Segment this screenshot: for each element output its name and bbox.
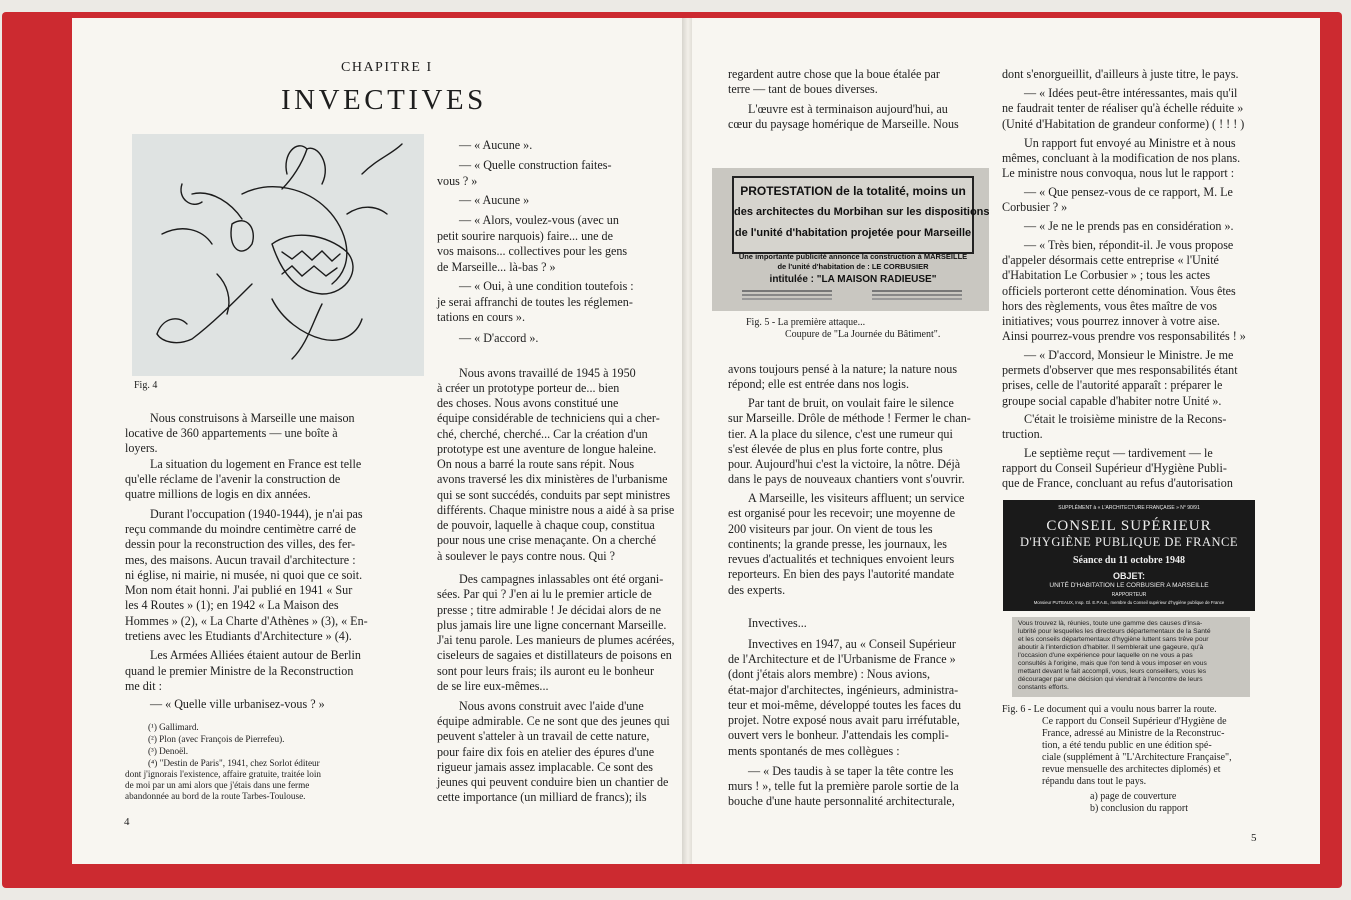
excerpt-line: et les conseils départementaux d'hygiène luttent sans trêve pour bbox=[1018, 636, 1209, 643]
text-line: Nous avons construit avec l'aide d'une bbox=[459, 699, 644, 713]
text-line: — « Des taudis à se taper la tête contre les bbox=[748, 764, 954, 778]
chapter-title: INVECTIVES bbox=[281, 84, 487, 116]
text-line: murs ! », telle fut la première parole sortie de la bbox=[728, 779, 959, 793]
text-line: — « Quelle ville urbanisez-vous ? » bbox=[150, 697, 325, 711]
text-line: de l'Architecture et de l'Urbanisme de France » bbox=[728, 652, 956, 666]
clipping-headline: PROTESTATION de la totalité, moins un bbox=[740, 184, 966, 198]
excerpt-line: l'occasion d'une expérience pour laquelle on ne vous a pas bbox=[1018, 652, 1193, 659]
excerpt-line: lubrité pour lesquelles les directeurs départementaux de la Santé bbox=[1018, 628, 1211, 635]
text-line: A Marseille, les visiteurs affluent; un service bbox=[748, 491, 965, 505]
text-line: peuvent s'atteler à un travail de cette nature, bbox=[437, 729, 650, 743]
fig4-drawing bbox=[132, 134, 424, 376]
text-line: rigueur jamais assez implacable. Ce sont des bbox=[437, 760, 653, 774]
text-line: qu'elle réclame de l'avenir la construction de bbox=[125, 472, 341, 486]
text-line: des experts. bbox=[728, 583, 786, 597]
text-line: (dont j'étais alors membre) : Nous avions, bbox=[728, 667, 931, 681]
text-line: pour faire dix fois en atelier des épures d'une bbox=[437, 745, 655, 759]
text-line: initiatives; vous pourrez innover à votre aise. bbox=[1002, 314, 1220, 328]
text-line: Hommes » (2), « La Charte d'Athènes » (3), « En- bbox=[125, 614, 368, 628]
text-line: équipe considérable de techniciens qui a cher- bbox=[437, 411, 660, 425]
text-line: tier. A la place du silence, c'est une rumeur qui bbox=[728, 427, 953, 441]
text-line: dessin pour la reconstruction des villes, des fer- bbox=[125, 537, 356, 551]
text-line: teur et moi-même, développé toutes les faces du bbox=[728, 698, 962, 712]
text-line: dont s'enorgueillit, d'ailleurs à juste titre, le pays. bbox=[1002, 67, 1239, 81]
text-line: hors des règlements, vous êtes maître de vos bbox=[1002, 299, 1217, 313]
text-line: sont pour leurs frais; ils auront eu le bonheur bbox=[437, 664, 654, 678]
text-line: des choses. Nous avons constitué une bbox=[437, 396, 619, 410]
caption-line: Ce rapport du Conseil Supérieur d'Hygiène de bbox=[1042, 716, 1227, 727]
text-line: prototype est une aventure de longue haleine. bbox=[437, 442, 657, 456]
section-heading: Invectives... bbox=[748, 616, 807, 630]
text-line: Ainsi pourrez-vous prendre vos responsabilités ! » bbox=[1002, 329, 1246, 343]
text-line: Invectives en 1947, au « Conseil Supérieur bbox=[748, 637, 956, 651]
text-line: — « Quelle construction faites- bbox=[459, 158, 612, 172]
clipping-subhead: Une importante publicité annonce la construction à MARSEILLE bbox=[738, 252, 968, 261]
footnote: abandonnée au bord de la route Tarbes-Toulouse. bbox=[125, 791, 306, 801]
text-line: permets d'observer que mes responsabilités étant bbox=[1002, 363, 1238, 377]
text-line: — « Que pensez-vous de ce rapport, M. Le bbox=[1024, 185, 1233, 199]
text-line: cœur du paysage homérique de Marseille. Nous bbox=[728, 117, 959, 131]
page-number-left: 4 bbox=[124, 816, 130, 828]
text-line: revues d'actualités et techniques envoient leurs bbox=[728, 552, 955, 566]
text-line: tations en cours ». bbox=[437, 310, 525, 324]
text-line: Corbusier ? » bbox=[1002, 200, 1068, 214]
text-line: ne faudrait tenter de réaliser qu'à échelle réduite » bbox=[1002, 101, 1244, 115]
footnote: (³) Denoël. bbox=[148, 746, 188, 756]
text-line: groupe social capable d'habiter notre Unité ». bbox=[1002, 394, 1222, 408]
text-line: regardent autre chose que la boue étalée par bbox=[728, 67, 940, 81]
text-line: presse ; titre admirable ! Je décidai alors de ne bbox=[437, 603, 661, 617]
fig5-caption: Fig. 5 - La première attaque... bbox=[746, 317, 866, 328]
cover-title-line2: D'HYGIÈNE PUBLIQUE DE FRANCE bbox=[1020, 535, 1238, 549]
caption-item: b) conclusion du rapport bbox=[1090, 803, 1189, 814]
clipping-headline: des architectes du Morbihan sur les dispositions bbox=[734, 206, 990, 218]
conseil-report-cover bbox=[1003, 500, 1255, 611]
text-line: dans le pays de nouveaux chantiers vont s'ouvrir. bbox=[728, 472, 965, 486]
report-conclusion-excerpt bbox=[1012, 617, 1250, 697]
text-line: — « Alors, voulez-vous (avec un bbox=[459, 213, 619, 227]
text-line: ouvert vers le bonheur. J'attendais les compli- bbox=[728, 728, 949, 742]
cover-objet-text: UNITÉ D'HABITATION LE CORBUSIER A MARSEILLE bbox=[1049, 582, 1209, 589]
text-line: cette importance (un milliard de francs); ils bbox=[437, 790, 647, 804]
text-line: Par tant de bruit, on voulait faire le silence bbox=[748, 396, 954, 410]
text-line: équipe admirable. Ce ne sont que des jeunes qui bbox=[437, 714, 670, 728]
excerpt-line: décourager par une décision qui viendrait à l'encontre de leurs bbox=[1018, 676, 1203, 683]
text-line: — « Oui, à une condition toutefois : bbox=[459, 279, 634, 293]
text-line: répond; elle est entrée dans nos logis. bbox=[728, 377, 910, 391]
text-line: continents; la grande presse, les journaux, les bbox=[728, 537, 947, 551]
page-number-right: 5 bbox=[1251, 832, 1257, 844]
text-line: (Unité d'Habitation de grandeur conforme) ( ! ! ! ) bbox=[1002, 117, 1245, 131]
cover-rapporteur-label: RAPPORTEUR bbox=[1111, 592, 1147, 598]
text-line: avons toujours pensé à la nature; la nature nous bbox=[728, 362, 958, 376]
footnote: (⁴) "Destin de Paris", 1941, chez Sorlot éditeur bbox=[148, 758, 320, 768]
text-line: vos maisons... collectives pour les gens bbox=[437, 244, 628, 258]
clipping-text-lines bbox=[872, 290, 962, 292]
text-line: de se lire eux-mêmes... bbox=[437, 679, 549, 693]
caption-line: France, adressé au Ministre de la Reconstruc- bbox=[1042, 728, 1225, 739]
text-line: tretiens avec les Etudiants d'Architecture » (4). bbox=[125, 629, 352, 643]
book-gutter bbox=[682, 18, 692, 864]
text-line: reporteurs. En bien des pays l'autorité mandate bbox=[728, 567, 955, 581]
text-line: ciseleurs de sagaies et distillateurs de poisons en bbox=[437, 648, 672, 662]
text-line: locative de 360 appartements — une boîte à bbox=[125, 426, 338, 440]
text-line: à soulever le pays contre nous. Qui ? bbox=[437, 549, 615, 563]
text-line: Nous avons travaillé de 1945 à 1950 bbox=[459, 366, 636, 380]
text-line: ché, cherché, cherché... Car la création d'un bbox=[437, 427, 648, 441]
text-line: vous ? » bbox=[437, 174, 478, 188]
caption-line: Fig. 6 - Le document qui a voulu nous barrer la route. bbox=[1002, 704, 1217, 715]
chapter-label: CHAPITRE I bbox=[341, 60, 433, 75]
clipping-headline: de l'unité d'habitation projetée pour Marseille bbox=[734, 227, 972, 239]
text-line: quatre millions de logis en dix années. bbox=[125, 487, 311, 501]
caption-item: a) page de couverture bbox=[1090, 791, 1177, 802]
text-line: d'appeler désormais cette entreprise « l'Unité bbox=[1002, 253, 1219, 267]
text-line: Nous construisons à Marseille une maison bbox=[150, 411, 355, 425]
caption-line: tion, a été tendu public en une édition spé- bbox=[1042, 740, 1212, 751]
text-line: — « Je ne le prends pas en considération ». bbox=[1024, 219, 1234, 233]
clipping-subhead: de l'unité d'habitation de : LE CORBUSIER bbox=[777, 262, 929, 271]
cover-rapporteur-text: Monsieur PUTEAUX, Insp. Gl. E.P.A.B., membre du Conseil supérieur d'hygiène publique de France bbox=[1033, 600, 1225, 605]
text-line: ni église, ni mairie, ni musée, ni quoi que ce soit. bbox=[125, 568, 363, 582]
text-line: Des campagnes inlassables ont été organi- bbox=[459, 572, 664, 586]
fig4-caption: Fig. 4 bbox=[134, 380, 158, 391]
text-line: petit sourire narquois) faire... une de bbox=[437, 229, 613, 243]
text-line: pour nous une crise menaçante. On a cherché bbox=[437, 533, 656, 547]
excerpt-line: mettant devant le fait accompli, vous, leurs conseillers, vous les bbox=[1018, 668, 1207, 675]
text-line: de pouvoir, laquelle à chaque coup, constitua bbox=[437, 518, 655, 532]
text-line: bouche d'une haute personnalité architecturale, bbox=[728, 794, 955, 808]
excerpt-line: constants efforts. bbox=[1018, 684, 1069, 691]
footnote: de moi par un ami alors que j'étais dans une ferme bbox=[125, 780, 310, 790]
text-line: prises, celle de l'autorité apparaît : préparer le bbox=[1002, 378, 1223, 392]
text-line: les 4 Routes » (1); en 1942 « La Maison des bbox=[125, 598, 339, 612]
text-line: loyers. bbox=[125, 441, 158, 455]
caption-line: répandu dans tout le pays. bbox=[1042, 776, 1147, 787]
text-line: L'œuvre est à terminaison aujourd'hui, au bbox=[748, 102, 948, 116]
excerpt-line: Vous trouvez là, réunies, toute une gamme des causes d'insa- bbox=[1018, 620, 1203, 627]
text-line: que de France, concluant au refus d'autorisation bbox=[1002, 476, 1233, 490]
text-line: rapport du Conseil Supérieur d'Hygiène Publi- bbox=[1002, 461, 1227, 475]
excerpt-line: aboutir à l'interdiction d'habiter. Il semblerait une gageure, qu'à bbox=[1018, 644, 1204, 651]
cover-supplement-note: SUPPLÉMENT à « L'ARCHITECTURE FRANÇAISE » N° 90/91 bbox=[1058, 505, 1200, 511]
text-line: — « D'accord ». bbox=[459, 331, 539, 345]
text-line: 200 visiteurs par jour. On vient de tous les bbox=[728, 522, 933, 536]
text-line: truction. bbox=[1002, 427, 1043, 441]
footnote: (²) Plon (avec François de Pierrefeu). bbox=[148, 734, 285, 744]
text-line: Le septième reçut — tardivement — le bbox=[1024, 446, 1213, 460]
text-line: Le ministre nous convoqua, nous lut le rapport : bbox=[1002, 166, 1235, 180]
text-line: état-major d'architectes, ingénieurs, administra- bbox=[728, 683, 959, 697]
fig5-caption: Coupure de "La Journée du Bâtiment". bbox=[785, 329, 941, 340]
text-line: ments spontanés de mes collègues : bbox=[728, 744, 900, 758]
text-line: mêmes, concluant à la modification de nos plans. bbox=[1002, 151, 1241, 165]
text-line: à créer un prototype porteur de... bien bbox=[437, 381, 620, 395]
text-line: me dit : bbox=[125, 679, 162, 693]
text-line: pour. Aujourd'hui c'est la victoire, la nôtre. Déjà bbox=[728, 457, 961, 471]
text-line: s'est élevée de plus en plus forte contre, plus bbox=[728, 442, 943, 456]
text-line: — « D'accord, Monsieur le Ministre. Je me bbox=[1024, 348, 1234, 362]
text-line: terre — tant de boues diverses. bbox=[728, 82, 878, 96]
text-line: plus jamais lire une ligne concernant Marseille. bbox=[437, 618, 667, 632]
excerpt-line: consultés à l'origine, mais que l'on tend à vous imposer en vous bbox=[1018, 660, 1207, 667]
text-line: Les Armées Alliées étaient autour de Berlin bbox=[150, 648, 361, 662]
text-line: d'Habitation Le Corbusier » ; tous les actes bbox=[1002, 268, 1211, 282]
text-line: C'était le troisième ministre de la Recons- bbox=[1024, 412, 1227, 426]
text-line: avons traversé les dix ministères de l'urbanisme bbox=[437, 472, 668, 486]
text-line: — « Aucune » bbox=[459, 193, 530, 207]
text-line: quand le premier Ministre de la Reconstruction bbox=[125, 664, 354, 678]
footnote: dont j'ignorais l'existence, affaire gratuite, traitée loin bbox=[125, 769, 322, 779]
text-line: projet. Notre exposé nous avait paru irréfutable, bbox=[728, 713, 960, 727]
caption-line: revue mensuelle des architectes diplomés) et bbox=[1042, 764, 1221, 775]
text-line: sur Marseille. Drôle de méthode ! Fermer le chan- bbox=[728, 411, 971, 425]
text-line: reçu commande du moindre centimètre carré de bbox=[125, 522, 357, 536]
text-line: mes, des maisons. Aucun travail d'architecture : bbox=[125, 553, 356, 567]
footnote: (¹) Gallimard. bbox=[148, 722, 199, 732]
clipping-subhead: intitulée : "LA MAISON RADIEUSE" bbox=[769, 274, 937, 285]
caption-line: ciale (supplément à "L'Architecture Française", bbox=[1042, 752, 1232, 763]
clipping-text-lines bbox=[742, 290, 832, 292]
text-line: — « Aucune ». bbox=[459, 138, 533, 152]
cover-date: Séance du 11 octobre 1948 bbox=[1072, 555, 1186, 566]
text-line: différents. Chaque ministre nous a aidé à sa prise bbox=[437, 503, 675, 517]
cover-objet-label: OBJET: bbox=[1112, 571, 1145, 581]
text-line: Mon nom était honni. J'ai publié en 1941 « Sur bbox=[125, 583, 353, 597]
text-line: de Marseille... là-bas ? » bbox=[437, 260, 556, 274]
text-line: La situation du logement en France est telle bbox=[150, 457, 362, 471]
text-line: On nous a barré la route sans répit. Nous bbox=[437, 457, 635, 471]
text-line: J'ai tenu parole. Les manieurs de plumes acérées, bbox=[437, 633, 675, 647]
text-line: qui se sont succédés, conduits par sept ministres bbox=[437, 488, 671, 502]
text-line: jeunes qui peuvent conduire bien un chantier de bbox=[437, 775, 669, 789]
text-line: Durant l'occupation (1940-1944), je n'ai pas bbox=[150, 507, 363, 521]
cover-title-line1: CONSEIL SUPÉRIEUR bbox=[1046, 518, 1212, 534]
text-line: sées. Par qui ? J'en ai lu le premier article de bbox=[437, 587, 652, 601]
text-line: — « Très bien, répondit-il. Je vous propose bbox=[1024, 238, 1234, 252]
text-line: officiels porteront cette dénomination. Vous êtes bbox=[1002, 284, 1236, 298]
text-line: — « Idées peut-être intéressantes, mais qu'il bbox=[1024, 86, 1238, 100]
text-line: je serai affranchi de toutes les réglemen- bbox=[437, 295, 633, 309]
text-line: Un rapport fut envoyé au Ministre et à nous bbox=[1024, 136, 1236, 150]
text-line: est organisé pour les recevoir; une moyenne de bbox=[728, 506, 956, 520]
newspaper-clipping bbox=[712, 168, 989, 311]
